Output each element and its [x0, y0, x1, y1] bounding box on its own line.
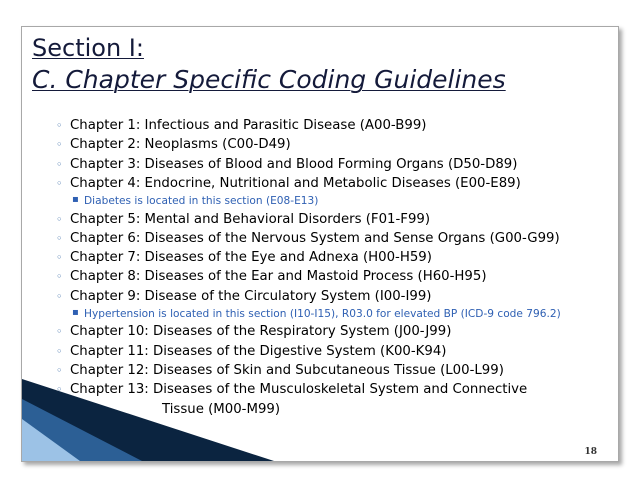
circle-bullet-icon: ◦: [56, 176, 63, 190]
slide-subtitle: C. Chapter Specific Coding Guidelines: [32, 65, 506, 94]
item-text: Hypertension is located in this section (I10-I15), R03.0 for elevated BP (ICD-9 code 796.2): [84, 308, 561, 321]
circle-bullet-icon: ◦: [56, 383, 63, 397]
item-text: Chapter 9: Disease of the Circulatory System (I00-I99): [70, 288, 432, 304]
item-text: Chapter 1: Infectious and Parasitic Disease (A00-B99): [70, 118, 427, 133]
item-text: Chapter 4: Endocrine, Nutritional and Metabolic Diseases (E00-E89): [70, 175, 521, 191]
item-text: Chapter 2: Neoplasms (C00-D49): [70, 137, 291, 153]
circle-bullet-icon: ◦: [56, 270, 63, 284]
item-text: Chapter 8: Diseases of the Ear and Mastoid Process (H60-H95): [70, 269, 487, 285]
item-text: Chapter 6: Diseases of the Nervous System and Sense Organs (G00-G99): [70, 230, 560, 246]
circle-bullet-icon: ◦: [56, 157, 63, 171]
item-text: Chapter 11: Diseases of the Digestive System (K00-K94): [70, 343, 447, 359]
item-text-continuation: Tissue (M00-M99): [162, 401, 281, 417]
page-number: 18: [584, 447, 597, 457]
item-text: Chapter 5: Mental and Behavioral Disorders (F01-F99): [70, 211, 431, 227]
item-text: Chapter 7: Diseases of the Eye and Adnexa (H00-H59): [70, 250, 432, 266]
circle-bullet-icon: ◦: [56, 212, 63, 226]
circle-bullet-icon: ◦: [56, 138, 63, 152]
square-bullet-icon: ▪: [72, 194, 79, 206]
slide-frame: [21, 26, 619, 462]
circle-bullet-icon: ◦: [56, 289, 63, 303]
item-text: Chapter 10: Diseases of the Respiratory System (J00-J99): [70, 324, 452, 340]
item-text: Diabetes is located in this section (E08-E13): [84, 195, 319, 208]
decorative-wedge: [22, 27, 618, 461]
circle-bullet-icon: ◦: [56, 119, 63, 132]
circle-bullet-icon: ◦: [56, 251, 63, 265]
item-text: Chapter 12: Diseases of Skin and Subcutaneous Tissue (L00-L99): [70, 363, 504, 379]
circle-bullet-icon: ◦: [56, 364, 63, 378]
circle-bullet-icon: ◦: [56, 325, 63, 339]
item-text: Chapter 3: Diseases of Blood and Blood Forming Organs (D50-D89): [70, 156, 518, 172]
circle-bullet-icon: ◦: [56, 231, 63, 245]
square-bullet-icon: ▪: [72, 307, 79, 319]
item-text: Chapter 13: Diseases of the Musculoskeletal System and Connective: [70, 382, 528, 398]
section-title: Section I:: [32, 34, 144, 62]
circle-bullet-icon: ◦: [56, 344, 63, 358]
